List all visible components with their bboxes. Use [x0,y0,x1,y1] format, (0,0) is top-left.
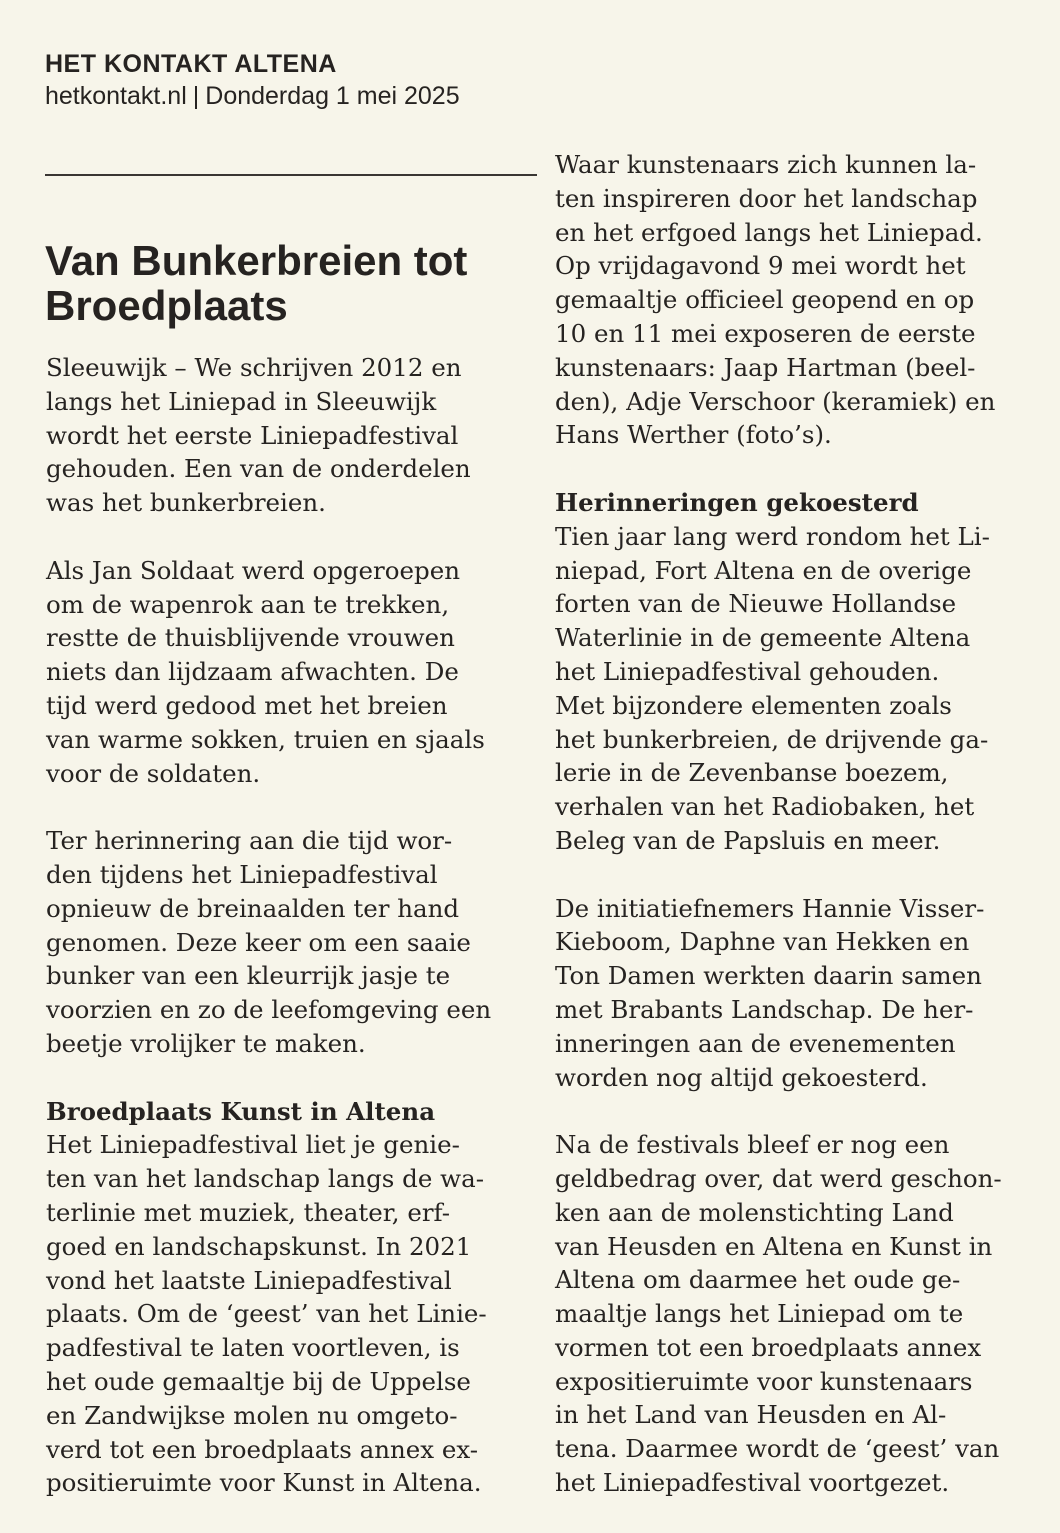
paragraph [46,351,538,520]
text-line: langs het Liniepad in Sleeuwijk [46,386,437,416]
paragraph [555,148,1025,452]
text-line: van Heusden en Altena en Kunst in [555,1231,993,1261]
text-line: was het bunkerbreien. [46,488,326,518]
text-line: forten van de Nieuwe Hollandse [555,589,957,619]
text-line: maaltje langs het Liniepad om te [555,1299,964,1329]
text-line: geldbedrag over, dat werd geschon- [555,1163,1002,1193]
text-line: genomen. Deze keer om een saaie [46,927,471,957]
text-line: terlinie met muziek, theater, erf- [46,1197,451,1227]
text-line: Ter herinnering aan die tijd wor- [46,826,453,856]
headline-line: Van Bunkerbreien tot [45,237,468,284]
headline-line: Broedplaats [45,282,288,329]
text-line: ten van het landschap langs de wa- [46,1164,484,1194]
paragraph [555,892,1025,1095]
publication-date: Donderdag 1 mei 2025 [205,82,460,110]
paragraph [46,824,538,1061]
text-line: Kieboom, Daphne van Hekken en [555,927,970,957]
text-line: Tien jaar lang werd rondom het Li- [555,521,990,551]
section-subheading: Broedplaats Kunst in Altena [46,1096,436,1126]
text-line: Ton Damen werkten daarin samen [555,961,982,991]
paragraph-spacer [46,790,538,824]
paragraph [555,1128,1025,1500]
text-line: om de wapenrok aan te trekken, [46,589,450,619]
text-line: het oude gemaaltje bij de Uppelse [46,1366,471,1396]
text-line: het Liniepadfestival voortgezet. [555,1468,950,1498]
text-line: den tijdens het Liniepadfestival [46,859,438,889]
text-line: ten inspireren door het landschap [555,183,978,213]
text-line: Na de festivals bleef er nog een [555,1130,950,1160]
text-line: opnieuw de breinaalden ter hand [46,893,460,923]
text-line: De initiatiefnemers Hannie Visser- [555,893,985,923]
headline-divider [45,174,537,176]
dateline-separator: | [192,82,200,110]
text-line: beetje vrolijker te maken. [46,1028,366,1058]
text-line: restte de thuisblijvende vrouwen [46,623,455,653]
paragraph-spacer [555,1094,1025,1128]
text-line: bunker van een kleurrijk jasje te [46,961,451,991]
text-line: 10 en 11 mei exposeren de eerste [555,318,976,348]
text-line: voorzien en zo de leefomgeving een [46,995,492,1025]
masthead [45,48,460,112]
paragraph-spacer [46,520,538,554]
text-line: lerie in de Zevenbanse boezem, [555,758,949,788]
text-line: wordt het eerste Liniepadfestival [46,420,459,450]
text-line: padfestival te laten voortleven, is [46,1333,460,1363]
text-line: plaats. Om de ‘geest’ van het Linie- [46,1299,487,1329]
text-line: Beleg van de Papsluis en meer. [555,825,941,855]
text-line: tijd werd gedood met het breien [46,690,448,720]
text-line: vormen tot een broedplaats annex [555,1332,982,1362]
paragraph-spacer [555,858,1025,892]
paragraph-spacer [46,1061,538,1095]
text-line: Altena om daarmee het oude ge- [555,1265,961,1295]
article-headline [45,238,537,328]
text-line: Waterlinie in de gemeente Altena [555,623,971,653]
text-line: Als Jan Soldaat werd opgeroepen [46,555,460,585]
text-line: en Zandwijkse molen nu omgeto- [46,1400,458,1430]
text-line: het Liniepadfestival gehouden. [555,656,940,686]
text-line: ken aan de molenstichting Land [555,1197,954,1227]
text-line: Op vrijdagavond 9 mei wordt het [555,251,966,281]
text-line: Het Liniepadfestival liet je genie- [46,1130,460,1160]
text-line: Sleeuwijk – We schrijven 2012 en [46,353,462,382]
text-line: niepad, Fort Altena en de overige [555,555,972,585]
text-line: tena. Daarmee wordt de ‘geest’ van [555,1434,1000,1464]
text-line: goed en landschapskunst. In 2021 [46,1231,472,1261]
text-line: worden nog altijd gekoesterd. [555,1062,928,1092]
article-column-right [555,148,1025,1500]
article-column-left [46,351,538,1500]
paragraph-spacer [555,452,1025,486]
text-line: expositieruimte voor kunstenaars [555,1366,973,1396]
section-subheading: Herinneringen gekoesterd [555,487,919,517]
text-line: positieruimte voor Kunst in Altena. [46,1468,482,1498]
text-line: verhalen van het Radiobaken, het [555,792,975,822]
text-line: met Brabants Landschap. De her- [555,994,974,1024]
text-line: Met bijzondere elementen zoals [555,690,952,720]
text-line: in het Land van Heusden en Al- [555,1400,947,1430]
text-line: gemaaltje officieel geopend en op [555,285,975,315]
text-line: inneringen aan de evenementen [555,1028,956,1058]
text-line: en het erfgoed langs het Liniepad. [555,217,983,247]
text-line: niets dan lijdzaam afwachten. De [46,657,459,687]
text-line: Hans Werther (foto’s). [555,420,832,450]
section [555,486,1025,858]
newspaper-name: HET KONTAKT ALTENA [45,50,337,78]
website-text: hetkontakt.nl [45,82,187,110]
text-line: den), Adje Verschoor (keramiek) en [555,386,996,416]
text-line: gehouden. Een van de onderdelen [46,454,471,484]
text-line: verd tot een broedplaats annex ex- [46,1434,479,1464]
text-line: voor de soldaten. [46,758,261,788]
text-line: kunstenaars: Jaap Hartman (beel- [555,352,976,382]
paragraph [46,554,538,791]
section [46,1095,538,1501]
text-line: van warme sokken, truien en sjaals [46,724,485,754]
text-line: Waar kunstenaars zich kunnen la- [555,150,977,179]
dateline [45,80,460,112]
text-line: het bunkerbreien, de drijvende ga- [555,724,989,754]
text-line: vond het laatste Liniepadfestival [46,1265,452,1295]
